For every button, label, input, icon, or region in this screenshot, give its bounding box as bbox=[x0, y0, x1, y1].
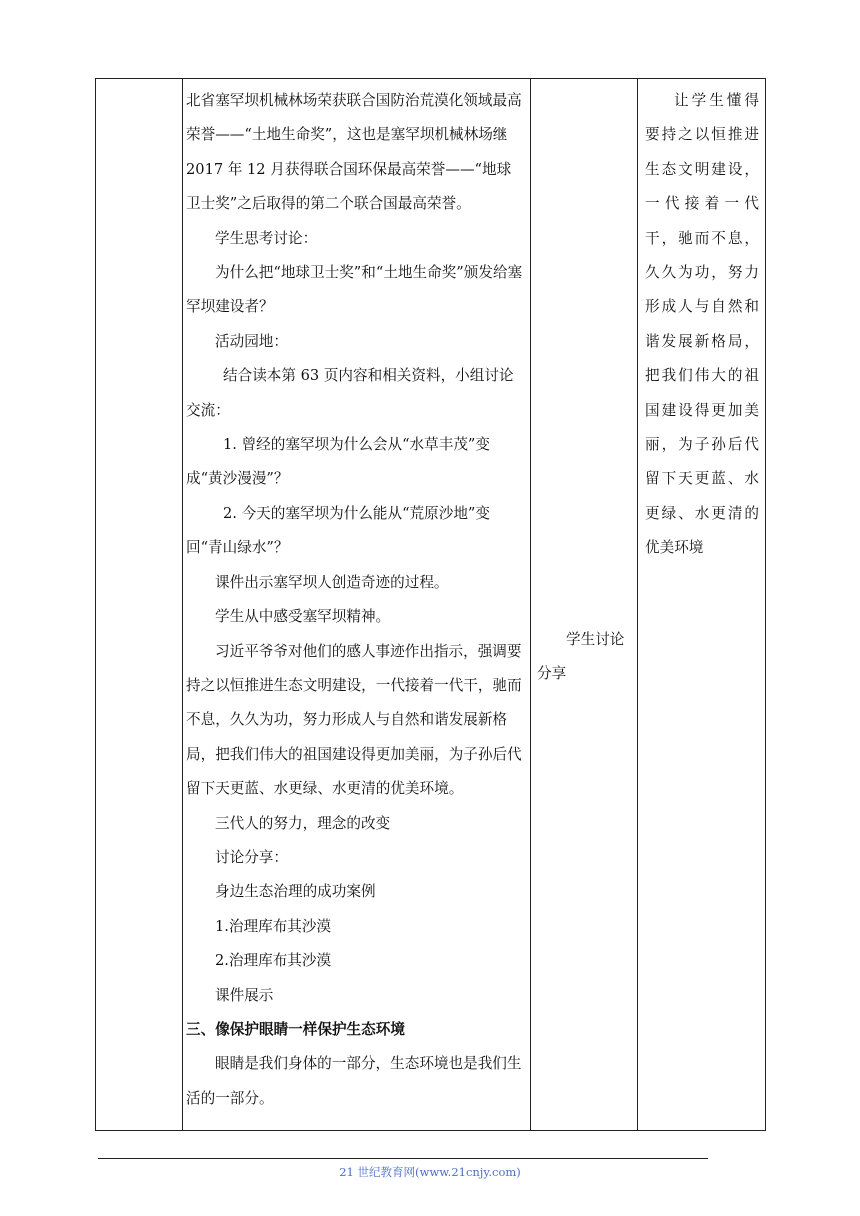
paragraph: 习近平爷爷对他们的感人事迹作出指示，强调要持之以恒推进生态文明建设，一代接着一代干，驰而不息，久久为功，努力形成人与自然和谐发展新格局，把我们伟大的祖国建设得更加美丽，为子孙后代留下天更蓝、水更绿、水更清的优美环境。 bbox=[186, 642, 522, 798]
paragraph: 三代人的努力，理念的改变 bbox=[215, 814, 391, 832]
column-divider bbox=[182, 79, 183, 1130]
paragraph: 课件展示 bbox=[215, 986, 274, 1004]
section-heading: 三、像保护眼睛一样保护生态环境 bbox=[186, 1020, 405, 1038]
list-item: 2.治理库布其沙漠 bbox=[215, 952, 332, 970]
paragraph: 活动园地： bbox=[215, 332, 288, 350]
paragraph: 为什么把“地球卫士奖”和“土地生命奖”颁发给塞罕坝建设者？ bbox=[186, 264, 523, 316]
paragraph: 北省塞罕坝机械林场荣获联合国防治荒漠化领域最高荣誉——“土地生命奖”，这也是塞罕坝机械林场继 2017 年 12 月获得联合国环保最高荣誉——“地球卫士奖”之后取得的第二个联合国最高荣誉。 bbox=[186, 92, 522, 213]
list-item: 2. 今天的塞罕坝为什么能从“荒原沙地”变回“青山绿水”？ bbox=[186, 504, 490, 557]
footer-text: 21 世纪教育网(www.21cnjy.com) bbox=[339, 1165, 521, 1179]
column-divider bbox=[637, 79, 638, 1130]
paragraph: 课件出示塞罕坝人创造奇迹的过程。 bbox=[215, 573, 449, 591]
paragraph: 讨论分享： bbox=[215, 848, 288, 866]
paragraph: 学生思考讨论： bbox=[215, 229, 318, 247]
list-item: 1.治理库布其沙漠 bbox=[215, 917, 332, 935]
paragraph: 结合读本第 63 页内容和相关资料，小组讨论交流： bbox=[186, 367, 514, 419]
goal-text: 让学生懂得要持之以恒推进生态文明建设，一代接着一代干，驰而不息，久久为功，努力形成人与自然和谐发展新格局，把我们伟大的祖国建设得更加美丽，为子孙后代留下天更蓝、水更绿、水更清的优美环境 bbox=[645, 92, 759, 557]
footer-divider bbox=[98, 1158, 708, 1159]
list-item: 1. 曾经的塞罕坝为什么会从“水草丰茂”变成“黄沙漫漫”？ bbox=[186, 436, 490, 488]
activity-text: 学生讨论分享 bbox=[537, 631, 625, 683]
design-intent-column bbox=[645, 84, 759, 566]
student-activity-column bbox=[537, 623, 633, 692]
paragraph: 身边生态治理的成功案例 bbox=[215, 883, 376, 901]
teaching-process-column bbox=[186, 84, 524, 1116]
paragraph: 眼睛是我们身体的一部分，生态环境也是我们生活的一部分。 bbox=[186, 1055, 522, 1107]
column-divider bbox=[530, 79, 531, 1130]
paragraph: 学生从中感受塞罕坝精神。 bbox=[215, 608, 391, 626]
